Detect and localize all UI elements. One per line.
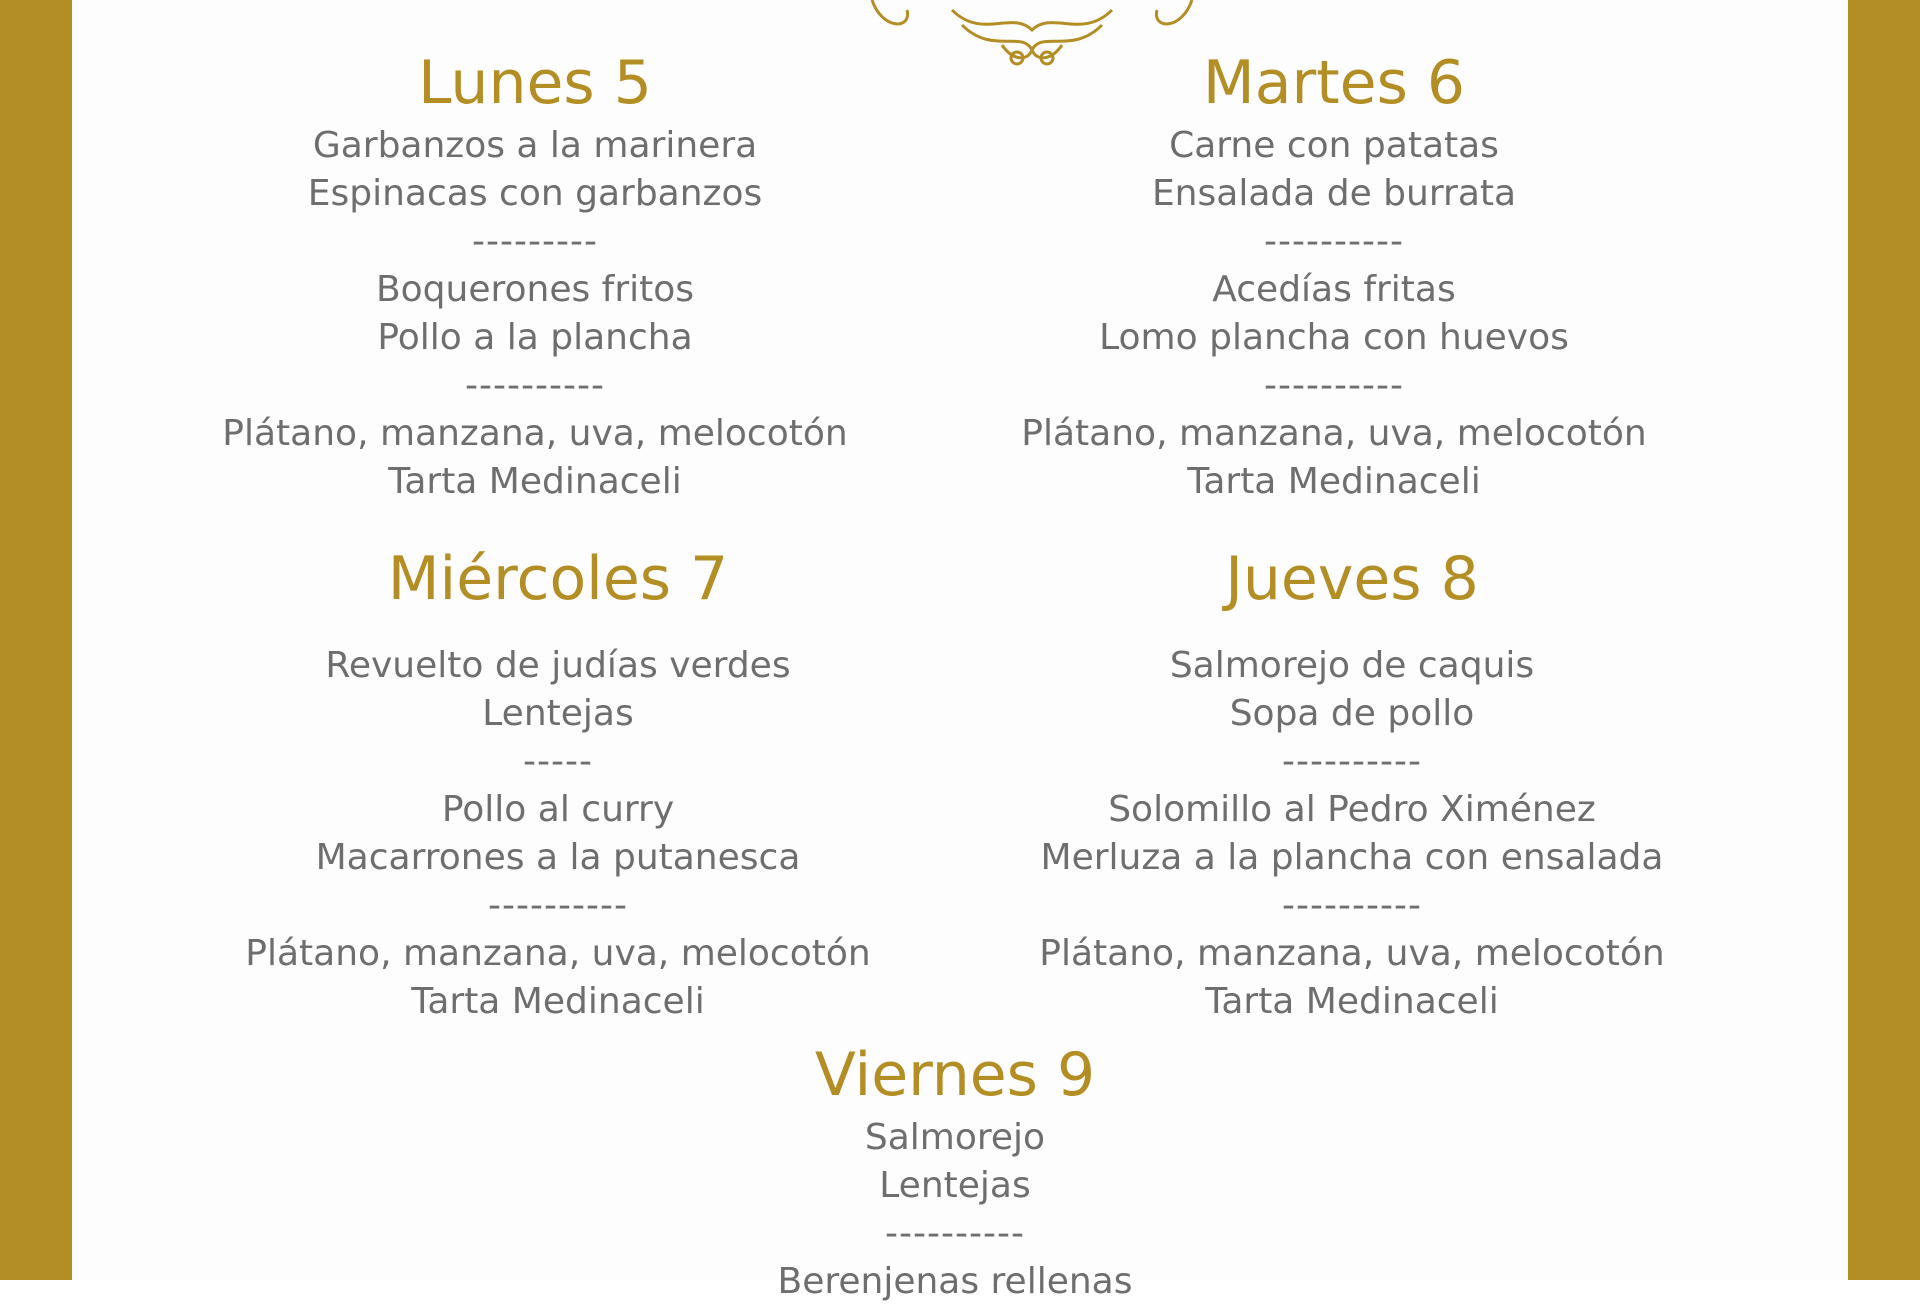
dish-list <box>155 122 915 506</box>
dish-item: Garbanzos a la marinera <box>312 125 758 166</box>
left-gold-border <box>0 0 72 1280</box>
dish-item: Lomo plancha con huevos <box>1099 317 1569 358</box>
day-title: Lunes 5 <box>418 48 652 118</box>
day-friday <box>575 1036 1335 1306</box>
dish-item: Ensalada de burrata <box>1151 173 1517 214</box>
dish-item: Carne con patatas <box>1169 125 1499 166</box>
day-monday <box>155 44 915 506</box>
dish-list <box>575 1114 1335 1306</box>
day-thursday <box>972 540 1732 1026</box>
dish-item: Sopa de pollo <box>1229 693 1475 734</box>
dish-item: Macarrones a la putanesca <box>315 837 801 878</box>
dish-item: Merluza a la plancha con ensalada <box>1040 837 1664 878</box>
dish-item: Espinacas con garbanzos <box>307 173 763 214</box>
dish-item: Plátano, manzana, uva, melocotón <box>1039 933 1665 974</box>
dish-list <box>972 642 1732 1026</box>
dish-item: Tarta Medinaceli <box>411 981 705 1022</box>
course-separator: ---------- <box>1282 741 1422 782</box>
dish-item: Acedías fritas <box>1212 269 1456 310</box>
dish-item: Revuelto de judías verdes <box>325 645 791 686</box>
dish-item: Boquerones fritos <box>375 269 695 310</box>
course-separator: ---------- <box>1282 885 1422 926</box>
dish-item: Solomillo al Pedro Ximénez <box>1108 789 1596 830</box>
dish-item: Pollo al curry <box>441 789 675 830</box>
course-separator: ---------- <box>1264 365 1404 406</box>
dish-item: Salmorejo de caquis <box>1169 645 1535 686</box>
course-separator: ---------- <box>465 365 605 406</box>
day-title: Martes 6 <box>1202 48 1466 118</box>
dish-item: Lentejas <box>482 693 634 734</box>
day-wednesday <box>178 540 938 1026</box>
dish-list <box>178 642 938 1026</box>
dish-item: Plátano, manzana, uva, melocotón <box>1021 413 1647 454</box>
dish-item: Plátano, manzana, uva, melocotón <box>245 933 871 974</box>
day-title: Miércoles 7 <box>387 544 729 614</box>
dish-item: Plátano, manzana, uva, melocotón <box>222 413 848 454</box>
day-title: Viernes 9 <box>814 1040 1096 1110</box>
dish-item: Pollo a la plancha <box>377 317 693 358</box>
dish-item: Berenjenas rellenas <box>777 1261 1133 1302</box>
day-title: Jueves 8 <box>1225 544 1479 614</box>
course-separator: ---------- <box>1264 221 1404 262</box>
course-separator: ---------- <box>488 885 628 926</box>
day-tuesday <box>954 44 1714 506</box>
dish-item: Salmorejo <box>864 1117 1046 1158</box>
course-separator: ---------- <box>885 1213 1025 1254</box>
dish-item: Lentejas <box>879 1165 1031 1206</box>
course-separator: --------- <box>472 221 598 262</box>
right-gold-border <box>1848 0 1920 1280</box>
dish-item: Tarta Medinaceli <box>1187 461 1481 502</box>
course-separator: ----- <box>523 741 593 782</box>
dish-list <box>954 122 1714 506</box>
dish-item: Tarta Medinaceli <box>1205 981 1499 1022</box>
dish-item: Tarta Medinaceli <box>388 461 682 502</box>
